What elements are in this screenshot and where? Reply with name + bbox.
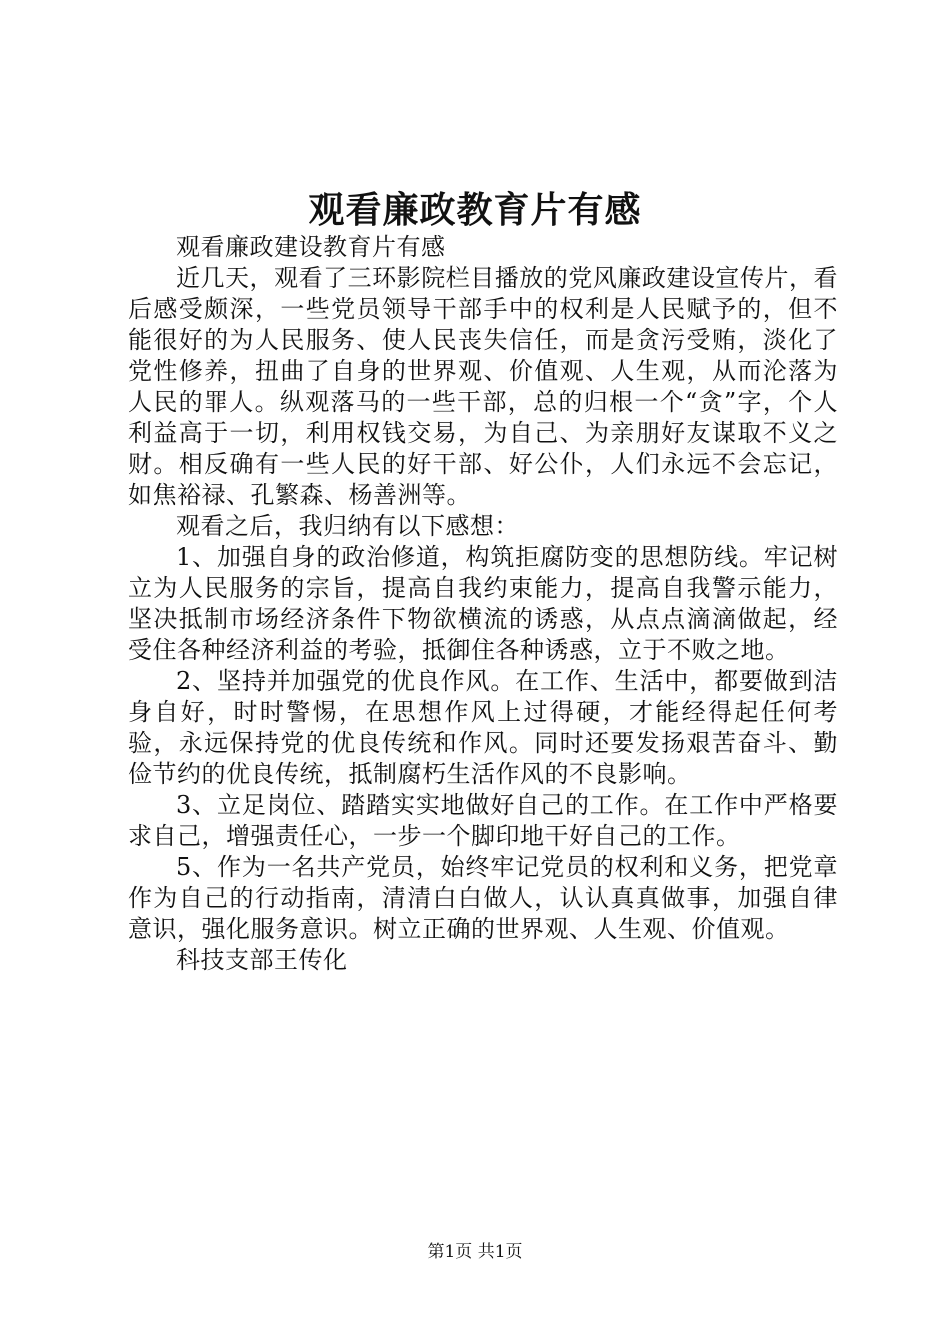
body-paragraph: 3、立足岗位、踏踏实实地做好自己的工作。在工作中严格要求自己，增强责任心，一步一个脚印地干好自己的工作。 <box>128 791 838 850</box>
signature-paragraph: 科技支部王传化 <box>176 946 348 974</box>
body-paragraph: 近几天，观看了三环影院栏目播放的党风廉政建设宣传片，看后感受颇深，一些党员领导干部手中的权利是人民赋予的，但不能很好的为人民服务、使人民丧失信任，而是贪污受贿，淡化了党性修养，扭曲了自身的世界观、价值观、人生观，从而沦落为人民的罪人。纵观落马的一些干部，总的归根一个“贪”字，个人利益高于一切，利用权钱交易，为自己、为亲朋好友谋取不义之财。相反确有一些人民的好干部、好公仆，人们永远不会忘记，如焦裕禄、孔繁森、杨善洲等。 <box>128 264 838 509</box>
body-paragraph: 观看之后，我归纳有以下感想： <box>176 512 519 540</box>
document-body <box>128 232 838 976</box>
body-paragraph: 1、加强自身的政治修道，构筑拒腐防变的思想防线。牢记树立为人民服务的宗旨，提高自我约束能力，提高自我警示能力，坚决抵制市场经济条件下物欲横流的诱惑，从点点滴滴做起，经受住各种经济利益的考验，抵御住各种诱惑，立于不败之地。 <box>128 543 838 664</box>
document-title: 观看廉政教育片有感 <box>308 189 642 231</box>
body-paragraph: 2、坚持并加强党的优良作风。在工作、生活中，都要做到洁身自好，时时警惕，在思想作风上过得硬，才能经得起任何考验，永远保持党的优良传统和作风。同时还要发扬艰苦奋斗、勤俭节约的优良传统，抵制腐朽生活作风的不良影响。 <box>128 667 838 788</box>
body-paragraph: 5、作为一名共产党员，始终牢记党员的权利和义务，把党章作为自己的行动指南，清清白白做人，认认真真做事，加强自律意识，强化服务意识。树立正确的世界观、人生观、价值观。 <box>128 853 838 943</box>
page-footer: 第1页 共1页 <box>427 1242 523 1262</box>
subtitle-paragraph: 观看廉政建设教育片有感 <box>176 233 446 261</box>
